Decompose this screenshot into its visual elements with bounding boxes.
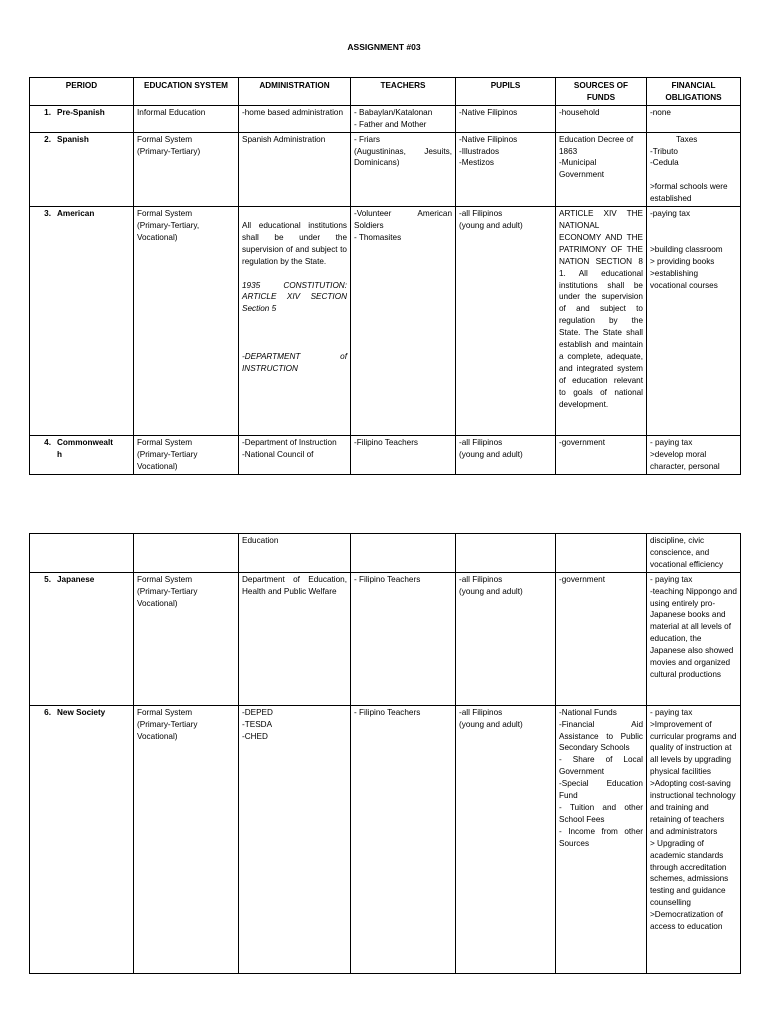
administration-cell: -home based administration bbox=[239, 105, 351, 132]
table-header-row bbox=[30, 78, 741, 106]
teachers-cell: -Filipino Teachers bbox=[351, 436, 456, 475]
header-teachers: TEACHERS bbox=[351, 78, 456, 106]
education-system-cell: Formal System (Primary-Tertiary, Vocational) bbox=[134, 207, 239, 436]
sources-of-funds-cell: Education Decree of 1863 -Municipal Government bbox=[556, 132, 647, 206]
sources-of-funds-cell: -government bbox=[556, 436, 647, 475]
administration-cell: -Department of Instruction -National Council of bbox=[239, 436, 351, 475]
administration-cell bbox=[239, 207, 351, 436]
financial-obligations-cell: - paying tax -teaching Nippongo and using entirely pro-Japanese books and material at all levels of education, the Japanese also showed movies and organized cultural productions bbox=[647, 572, 741, 705]
period-cell bbox=[30, 207, 134, 436]
period-cell bbox=[30, 705, 134, 973]
administration-cell: Spanish Administration bbox=[239, 132, 351, 206]
period-cell bbox=[30, 436, 134, 475]
period-name: Commonwealt h bbox=[57, 438, 113, 459]
pupils-cell: -Native Filipinos bbox=[456, 105, 556, 132]
education-system-cell: Formal System (Primary-Tertiary) bbox=[134, 132, 239, 206]
row-number: 3. bbox=[44, 209, 51, 219]
pupils-cell: -all Filipinos (young and adult) bbox=[456, 436, 556, 475]
teachers-cell: -Volunteer American Soldiers - Thomasites bbox=[351, 207, 456, 436]
header-sources-of-funds: SOURCES OF FUNDS bbox=[556, 78, 647, 106]
period-name: Japanese bbox=[57, 574, 95, 584]
education-system-cell: Formal System (Primary-Tertiary Vocational) bbox=[134, 436, 239, 475]
table-row bbox=[30, 572, 741, 705]
table-row bbox=[30, 132, 741, 206]
header-administration: ADMINISTRATION bbox=[239, 78, 351, 106]
row-number: 2. bbox=[44, 134, 51, 144]
period-cell bbox=[30, 572, 134, 705]
teachers-cell: - Filipino Teachers bbox=[351, 705, 456, 973]
pupils-cell: -all Filipinos (young and adult) bbox=[456, 572, 556, 705]
obligations-list: -Tributo -Cedula >formal schools were established bbox=[650, 146, 728, 204]
teachers-cell: - Babaylan/Katalonan - Father and Mother bbox=[351, 105, 456, 132]
sources-of-funds-cell: -National Funds -Financial Aid Assistance to Public Secondary Schools - Share of Local Government -Special Education Fund - Tuition and other School Fees - Income from other Sources bbox=[556, 705, 647, 973]
table-row bbox=[30, 207, 741, 436]
teachers-cell: - Friars (Augustininas, Jesuits, Dominicans) bbox=[351, 132, 456, 206]
page-title: ASSIGNMENT #03 bbox=[347, 42, 421, 52]
header-financial-obligations: FINANCIAL OBLIGATIONS bbox=[647, 78, 741, 106]
financial-obligations-cell: - paying tax >develop moral character, personal bbox=[647, 436, 741, 475]
administration-text: All educational institutions shall be under the supervision of and subject to regulation by the State. bbox=[242, 220, 347, 266]
education-system-cell: Formal System (Primary-Tertiary Vocational) bbox=[134, 705, 239, 973]
pupils-cell: -all Filipinos (young and adult) bbox=[456, 207, 556, 436]
assignment-table-part-2 bbox=[29, 533, 741, 974]
financial-obligations-cell bbox=[647, 132, 741, 206]
period-name: New Society bbox=[57, 707, 106, 717]
taxes-label: Taxes bbox=[676, 134, 698, 144]
header-pupils: PUPILS bbox=[456, 78, 556, 106]
financial-obligations-cell: - paying tax >Improvement of curricular programs and quality of instruction at all levels by upgrading physical facilities >Adopting cost-saving instructional technology and training and retaining of teachers and administrators > Upgrading of academic standards through accreditation schemes, admissions testing and guidance counselling >Democratization of access to education bbox=[647, 705, 741, 973]
administration-cell: -DEPED -TESDA -CHED bbox=[239, 705, 351, 973]
department-of-instruction: -DEPARTMENT of INSTRUCTION bbox=[242, 352, 347, 373]
header-education-system: EDUCATION SYSTEM bbox=[134, 78, 239, 106]
period-cell bbox=[30, 132, 134, 206]
financial-obligations-cell: discipline, civic conscience, and vocational efficiency bbox=[647, 534, 741, 573]
table-row bbox=[30, 705, 741, 973]
assignment-table-part-1 bbox=[29, 77, 741, 475]
header-period: PERIOD bbox=[30, 78, 134, 106]
sources-of-funds-cell: -household bbox=[556, 105, 647, 132]
period-cell bbox=[30, 105, 134, 132]
row-number: 6. bbox=[44, 707, 51, 717]
constitution-reference: 1935 CONSTITUTION: ARTICLE XIV SECTION Section 5 bbox=[242, 280, 347, 314]
row-number: 5. bbox=[44, 574, 51, 584]
education-system-cell: Formal System (Primary-Tertiary Vocational) bbox=[134, 572, 239, 705]
teachers-cell: - Filipino Teachers bbox=[351, 572, 456, 705]
pupils-cell: -all Filipinos (young and adult) bbox=[456, 705, 556, 973]
administration-cell: Department of Education, Health and Public Welfare bbox=[239, 572, 351, 705]
education-system-cell: Informal Education bbox=[134, 105, 239, 132]
period-name: Pre-Spanish bbox=[57, 107, 105, 117]
period-name: Spanish bbox=[57, 134, 89, 144]
sources-of-funds-cell: ARTICLE XIV THE NATIONAL ECONOMY AND THE PATRIMONY OF THE NATION SECTION 8 1. All educational institutions shall be under the supervision of and subject to regulation by the State. The State shall establish and maintain a complete, adequate, and integrated system of education relevant to goals of national development. bbox=[556, 207, 647, 436]
continuation-row bbox=[30, 534, 741, 573]
pupils-cell: -Native Filipinos -Illustrados -Mestizos bbox=[456, 132, 556, 206]
row-number: 1. bbox=[44, 107, 51, 117]
financial-obligations-cell: -paying tax >building classroom > providing books >establishing vocational courses bbox=[647, 207, 741, 436]
administration-cell: Education bbox=[239, 534, 351, 573]
financial-obligations-cell: -none bbox=[647, 105, 741, 132]
table-row bbox=[30, 436, 741, 475]
sources-of-funds-cell: -government bbox=[556, 572, 647, 705]
row-number: 4. bbox=[44, 438, 51, 448]
table-row bbox=[30, 105, 741, 132]
period-name: American bbox=[57, 209, 95, 219]
